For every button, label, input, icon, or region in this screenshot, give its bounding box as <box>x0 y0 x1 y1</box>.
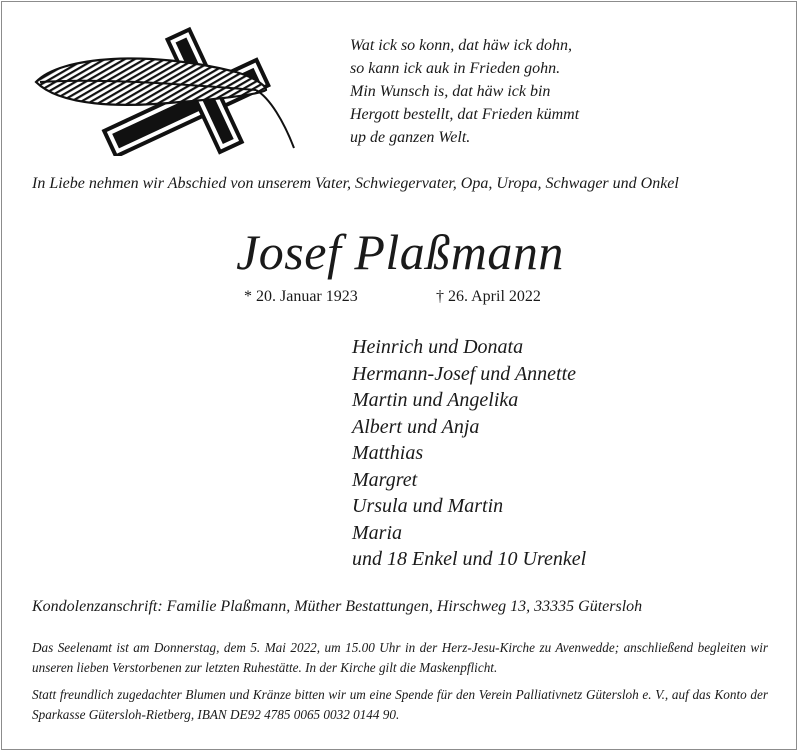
poem-line: Min Wunsch is, dat häw ick bin <box>350 83 551 100</box>
condolence-address: Kondolenzanschrift: Familie Plaßmann, Müther Bestattungen, Hirschweg 13, 33335 Gütersloh <box>32 598 643 615</box>
service-notice: Das Seelenamt ist am Donnerstag, dem 5. Mai 2022, um 15.00 Uhr in der Herz-Jesu-Kirche zu Avenwedde; anschließend begleiten wir unseren lieben Verstorbenen zur letzten Ruhestätte. In der Kirche gilt die Maskenpflicht. <box>32 640 768 675</box>
life-dates <box>244 286 541 308</box>
family-member: Ursula und Martin <box>352 495 504 517</box>
family-member: Matthias <box>352 442 424 464</box>
poem <box>350 34 579 149</box>
family-list <box>352 334 586 573</box>
poem-line: up de ganzen Welt. <box>350 129 471 146</box>
birth-date: * 20. Januar 1923 <box>244 288 358 305</box>
family-member: Heinrich und Donata <box>352 336 524 358</box>
poem-line: Hergott bestellt, dat Frieden kümmt <box>350 106 580 123</box>
poem-line: Wat ick so konn, dat häw ick dohn, <box>350 37 573 54</box>
family-member: Hermann-Josef und Annette <box>352 362 577 385</box>
poem-line: so kann ick auk in Frieden gohn. <box>350 60 561 77</box>
family-member: Maria <box>352 521 402 544</box>
family-member: und 18 Enkel und 10 Urenkel <box>352 548 587 570</box>
donation-notice: Statt freundlich zugedachter Blumen und Kränze bitten wir um eine Spende für den Verein Palliativnetz Gütersloh e. V., auf das Konto der Sparkasse Gütersloh-Rietberg, IBAN DE92 4785 0065 0032 0144 90. <box>32 687 768 722</box>
cross-with-palm-frond-icon <box>30 26 302 156</box>
deceased-name: Josef Plaßmann <box>236 224 564 280</box>
death-date: † 26. April 2022 <box>436 288 541 305</box>
family-member: Martin und Angelika <box>352 389 519 411</box>
family-member: Albert und Anja <box>352 415 480 438</box>
intro-text: In Liebe nehmen wir Abschied von unserem Vater, Schwiegervater, Opa, Uropa, Schwager und Onkel <box>32 175 679 192</box>
family-member: Margret <box>352 468 418 491</box>
